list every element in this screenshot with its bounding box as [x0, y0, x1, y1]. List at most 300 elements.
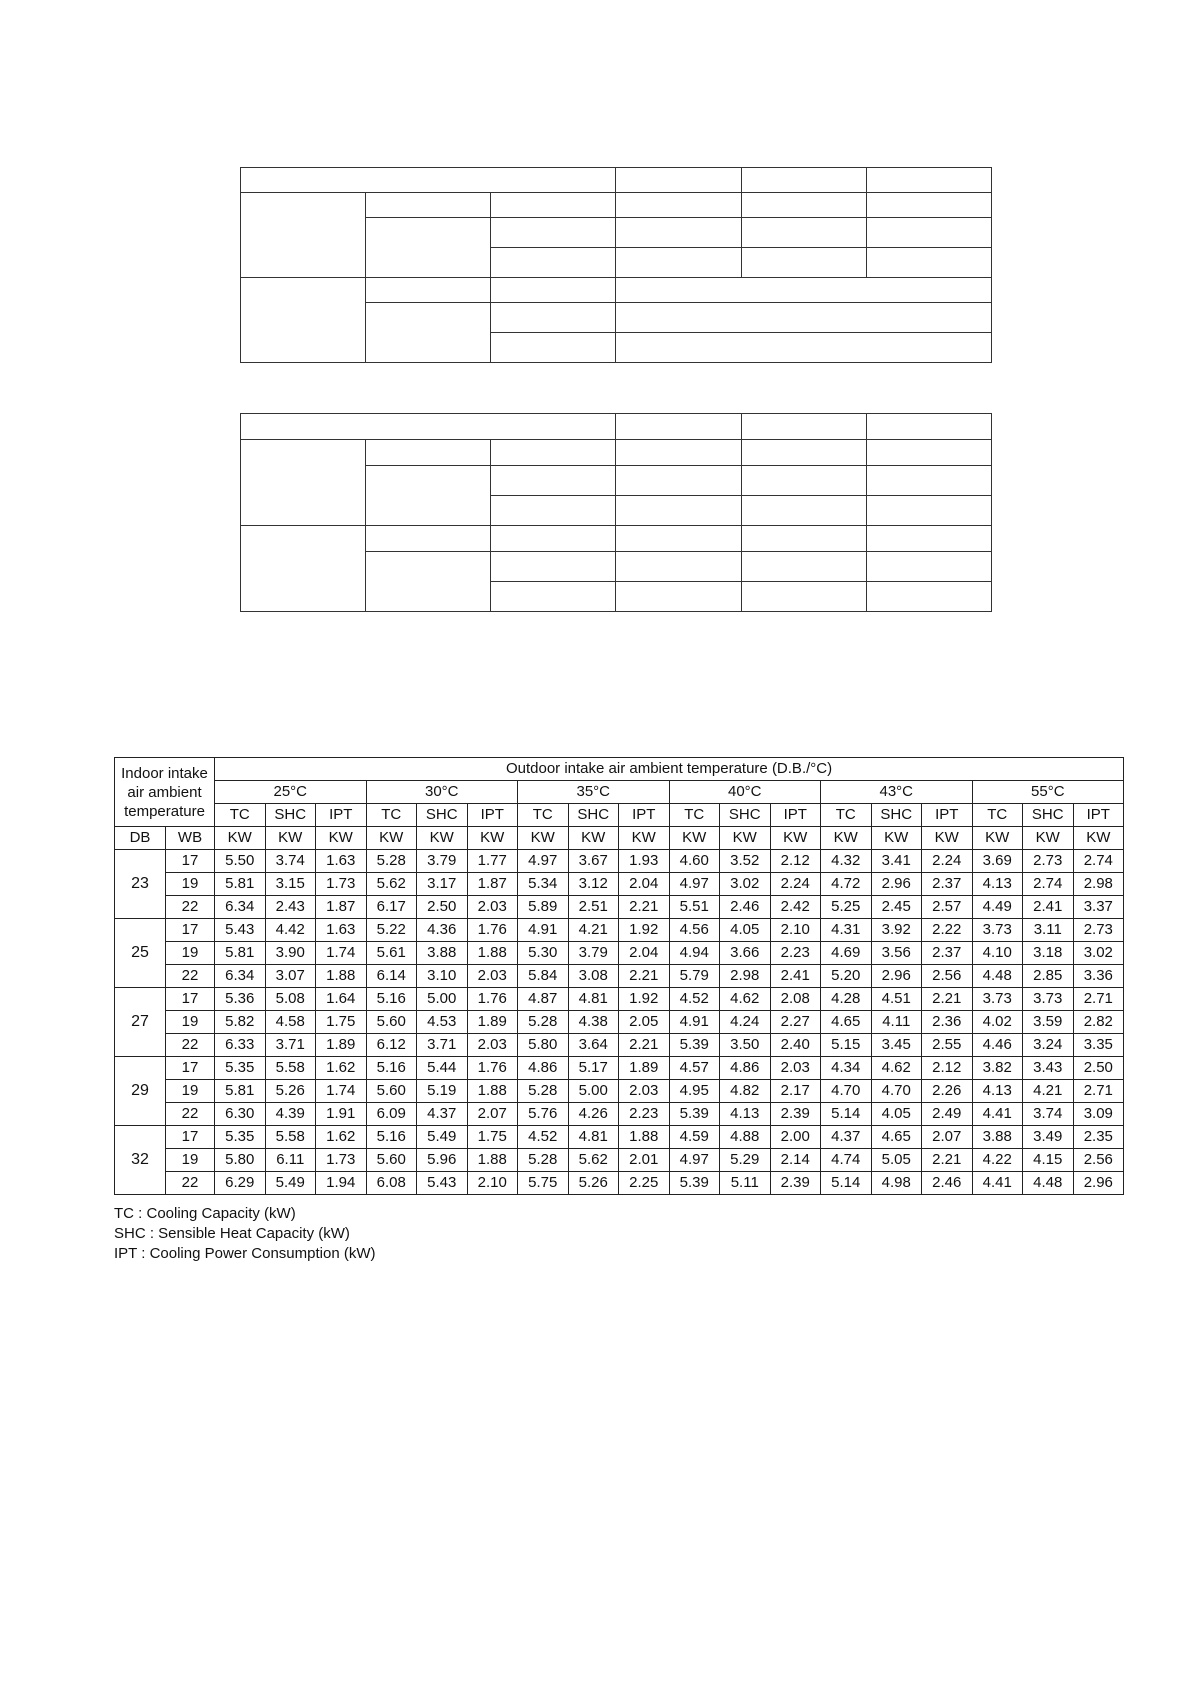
- value-cell: 3.45: [871, 1034, 922, 1057]
- outdoor-temp-header-cell: 43°C: [821, 781, 973, 804]
- value-cell: 5.30: [518, 942, 569, 965]
- value-cell: 5.19: [417, 1080, 468, 1103]
- value-cell: 5.25: [821, 896, 872, 919]
- sub-column-header: IPT: [922, 804, 973, 827]
- sub-column-header: TC: [366, 804, 417, 827]
- value-cell: 2.35: [1073, 1126, 1124, 1149]
- value-cell: 4.57: [669, 1057, 720, 1080]
- value-cell: 3.11: [1023, 919, 1074, 942]
- blank-spec-table-2: [240, 413, 992, 612]
- value-cell: 3.66: [720, 942, 771, 965]
- value-cell: 5.39: [669, 1172, 720, 1195]
- wb-cell: 17: [166, 919, 215, 942]
- value-cell: 4.24: [720, 1011, 771, 1034]
- value-cell: 5.50: [215, 850, 266, 873]
- value-cell: 1.62: [316, 1057, 367, 1080]
- indoor-label-line: Indoor intake: [121, 764, 208, 782]
- value-cell: 5.44: [417, 1057, 468, 1080]
- value-cell: 2.10: [770, 919, 821, 942]
- unit-cell: KW: [1073, 827, 1124, 850]
- value-cell: 6.08: [366, 1172, 417, 1195]
- value-cell: 1.89: [316, 1034, 367, 1057]
- value-cell: 2.43: [265, 896, 316, 919]
- value-cell: 3.88: [972, 1126, 1023, 1149]
- value-cell: 5.81: [215, 942, 266, 965]
- value-cell: 2.24: [922, 850, 973, 873]
- value-cell: 5.60: [366, 1080, 417, 1103]
- value-cell: 4.69: [821, 942, 872, 965]
- value-cell: 4.91: [518, 919, 569, 942]
- table-row: [115, 1011, 1124, 1034]
- indoor-label-line: air ambient: [127, 783, 202, 801]
- value-cell: 4.15: [1023, 1149, 1074, 1172]
- value-cell: 2.96: [1073, 1172, 1124, 1195]
- value-cell: 4.62: [720, 988, 771, 1011]
- value-cell: 4.13: [972, 1080, 1023, 1103]
- value-cell: 4.28: [821, 988, 872, 1011]
- value-cell: 1.94: [316, 1172, 367, 1195]
- sub-column-header: TC: [518, 804, 569, 827]
- value-cell: 5.43: [417, 1172, 468, 1195]
- wb-header: WB: [166, 827, 215, 850]
- value-cell: 2.45: [871, 896, 922, 919]
- db-cell: 23: [115, 850, 166, 919]
- value-cell: 6.14: [366, 965, 417, 988]
- value-cell: 1.62: [316, 1126, 367, 1149]
- value-cell: 5.84: [518, 965, 569, 988]
- value-cell: 4.97: [669, 1149, 720, 1172]
- value-cell: 6.34: [215, 965, 266, 988]
- value-cell: 4.41: [972, 1103, 1023, 1126]
- value-cell: 1.77: [467, 850, 518, 873]
- value-cell: 2.51: [568, 896, 619, 919]
- blank-spec-table-1: [240, 167, 992, 363]
- unit-cell: KW: [1023, 827, 1074, 850]
- value-cell: 4.05: [720, 919, 771, 942]
- value-cell: 5.16: [366, 1057, 417, 1080]
- sub-column-header: IPT: [316, 804, 367, 827]
- value-cell: 2.37: [922, 942, 973, 965]
- sub-column-header: SHC: [720, 804, 771, 827]
- value-cell: 1.73: [316, 873, 367, 896]
- value-cell: 2.73: [1023, 850, 1074, 873]
- value-cell: 5.39: [669, 1034, 720, 1057]
- value-cell: 4.65: [871, 1126, 922, 1149]
- value-cell: 3.74: [265, 850, 316, 873]
- value-cell: 2.01: [619, 1149, 670, 1172]
- sub-column-header: IPT: [770, 804, 821, 827]
- value-cell: 5.28: [518, 1149, 569, 1172]
- value-cell: 5.61: [366, 942, 417, 965]
- value-cell: 5.28: [518, 1080, 569, 1103]
- value-cell: 3.10: [417, 965, 468, 988]
- value-cell: 1.74: [316, 942, 367, 965]
- value-cell: 4.51: [871, 988, 922, 1011]
- value-cell: 3.09: [1073, 1103, 1124, 1126]
- value-cell: 2.24: [770, 873, 821, 896]
- wb-cell: 22: [166, 965, 215, 988]
- sub-column-row: [115, 804, 1124, 827]
- value-cell: 2.50: [417, 896, 468, 919]
- value-cell: 4.70: [821, 1080, 872, 1103]
- value-cell: 3.07: [265, 965, 316, 988]
- unit-cell: KW: [922, 827, 973, 850]
- value-cell: 2.04: [619, 942, 670, 965]
- value-cell: 2.05: [619, 1011, 670, 1034]
- value-cell: 3.41: [871, 850, 922, 873]
- wb-cell: 17: [166, 850, 215, 873]
- value-cell: 3.24: [1023, 1034, 1074, 1057]
- value-cell: 5.62: [366, 873, 417, 896]
- value-cell: 2.55: [922, 1034, 973, 1057]
- value-cell: 5.75: [518, 1172, 569, 1195]
- value-cell: 2.21: [619, 896, 670, 919]
- value-cell: 4.21: [1023, 1080, 1074, 1103]
- sub-column-header: IPT: [619, 804, 670, 827]
- db-cell: 32: [115, 1126, 166, 1195]
- value-cell: 5.35: [215, 1126, 266, 1149]
- value-cell: 2.39: [770, 1172, 821, 1195]
- sub-column-header: SHC: [871, 804, 922, 827]
- value-cell: 3.64: [568, 1034, 619, 1057]
- value-cell: 3.08: [568, 965, 619, 988]
- value-cell: 2.57: [922, 896, 973, 919]
- value-cell: 4.52: [669, 988, 720, 1011]
- value-cell: 5.58: [265, 1057, 316, 1080]
- value-cell: 4.34: [821, 1057, 872, 1080]
- value-cell: 2.73: [1073, 919, 1124, 942]
- value-cell: 4.05: [871, 1103, 922, 1126]
- legend-tc: TC : Cooling Capacity (kW): [114, 1205, 296, 1222]
- table-row: [115, 919, 1124, 942]
- outdoor-temp-header: Outdoor intake air ambient temperature (D.B./°C): [215, 758, 1124, 781]
- value-cell: 3.52: [720, 850, 771, 873]
- value-cell: 5.00: [417, 988, 468, 1011]
- value-cell: 1.73: [316, 1149, 367, 1172]
- value-cell: 3.02: [720, 873, 771, 896]
- value-cell: 2.27: [770, 1011, 821, 1034]
- value-cell: 4.86: [518, 1057, 569, 1080]
- value-cell: 4.31: [821, 919, 872, 942]
- table-row: [115, 896, 1124, 919]
- value-cell: 5.89: [518, 896, 569, 919]
- wb-cell: 19: [166, 942, 215, 965]
- value-cell: 5.29: [720, 1149, 771, 1172]
- table-row: [115, 965, 1124, 988]
- indoor-label-line: temperature: [124, 802, 205, 820]
- value-cell: 2.96: [871, 965, 922, 988]
- value-cell: 4.48: [972, 965, 1023, 988]
- value-cell: 5.49: [417, 1126, 468, 1149]
- table-row: [115, 942, 1124, 965]
- value-cell: 3.43: [1023, 1057, 1074, 1080]
- value-cell: 4.21: [568, 919, 619, 942]
- value-cell: 2.25: [619, 1172, 670, 1195]
- value-cell: 5.58: [265, 1126, 316, 1149]
- value-cell: 4.81: [568, 1126, 619, 1149]
- sub-column-header: IPT: [467, 804, 518, 827]
- value-cell: 2.74: [1073, 850, 1124, 873]
- value-cell: 6.17: [366, 896, 417, 919]
- value-cell: 2.03: [467, 1034, 518, 1057]
- value-cell: 5.82: [215, 1011, 266, 1034]
- sub-column-header: TC: [972, 804, 1023, 827]
- sub-column-header: TC: [215, 804, 266, 827]
- wb-cell: 22: [166, 896, 215, 919]
- value-cell: 5.00: [568, 1080, 619, 1103]
- value-cell: 2.39: [770, 1103, 821, 1126]
- legend-shc: SHC : Sensible Heat Capacity (kW): [114, 1225, 350, 1242]
- value-cell: 3.17: [417, 873, 468, 896]
- value-cell: 1.91: [316, 1103, 367, 1126]
- value-cell: 2.21: [922, 988, 973, 1011]
- table-row: [115, 850, 1124, 873]
- outdoor-temp-row: [115, 781, 1124, 804]
- value-cell: 2.21: [619, 965, 670, 988]
- value-cell: 4.94: [669, 942, 720, 965]
- unit-cell: KW: [770, 827, 821, 850]
- value-cell: 5.49: [265, 1172, 316, 1195]
- value-cell: 2.49: [922, 1103, 973, 1126]
- value-cell: 6.12: [366, 1034, 417, 1057]
- value-cell: 5.16: [366, 988, 417, 1011]
- value-cell: 4.56: [669, 919, 720, 942]
- value-cell: 3.50: [720, 1034, 771, 1057]
- wb-cell: 19: [166, 1011, 215, 1034]
- value-cell: 2.21: [922, 1149, 973, 1172]
- value-cell: 1.76: [467, 1057, 518, 1080]
- value-cell: 5.80: [518, 1034, 569, 1057]
- value-cell: 5.81: [215, 1080, 266, 1103]
- value-cell: 2.00: [770, 1126, 821, 1149]
- value-cell: 5.08: [265, 988, 316, 1011]
- value-cell: 4.82: [720, 1080, 771, 1103]
- outdoor-temp-header-cell: 30°C: [366, 781, 518, 804]
- value-cell: 2.03: [619, 1080, 670, 1103]
- value-cell: 1.88: [467, 942, 518, 965]
- value-cell: 2.36: [922, 1011, 973, 1034]
- value-cell: 1.76: [467, 988, 518, 1011]
- wb-cell: 17: [166, 1126, 215, 1149]
- value-cell: 3.88: [417, 942, 468, 965]
- value-cell: 4.02: [972, 1011, 1023, 1034]
- value-cell: 1.89: [619, 1057, 670, 1080]
- value-cell: 4.98: [871, 1172, 922, 1195]
- value-cell: 5.28: [518, 1011, 569, 1034]
- value-cell: 5.60: [366, 1011, 417, 1034]
- value-cell: 5.17: [568, 1057, 619, 1080]
- value-cell: 1.88: [316, 965, 367, 988]
- value-cell: 5.81: [215, 873, 266, 896]
- value-cell: 1.89: [467, 1011, 518, 1034]
- wb-cell: 19: [166, 873, 215, 896]
- value-cell: 4.70: [871, 1080, 922, 1103]
- unit-cell: KW: [568, 827, 619, 850]
- wb-cell: 22: [166, 1172, 215, 1195]
- value-cell: 2.04: [619, 873, 670, 896]
- value-cell: 1.87: [316, 896, 367, 919]
- value-cell: 4.58: [265, 1011, 316, 1034]
- value-cell: 4.86: [720, 1057, 771, 1080]
- value-cell: 2.21: [619, 1034, 670, 1057]
- value-cell: 5.11: [720, 1172, 771, 1195]
- table-row: [115, 1103, 1124, 1126]
- value-cell: 1.92: [619, 988, 670, 1011]
- value-cell: 3.71: [417, 1034, 468, 1057]
- legend: [114, 1204, 375, 1264]
- value-cell: 4.46: [972, 1034, 1023, 1057]
- value-cell: 3.12: [568, 873, 619, 896]
- value-cell: 3.59: [1023, 1011, 1074, 1034]
- legend-ipt: IPT : Cooling Power Consumption (kW): [114, 1245, 376, 1262]
- value-cell: 4.42: [265, 919, 316, 942]
- value-cell: 6.29: [215, 1172, 266, 1195]
- value-cell: 4.97: [518, 850, 569, 873]
- wb-cell: 22: [166, 1103, 215, 1126]
- db-header: DB: [115, 827, 166, 850]
- unit-row: [115, 827, 1124, 850]
- value-cell: 5.76: [518, 1103, 569, 1126]
- value-cell: 2.14: [770, 1149, 821, 1172]
- performance-table-body: [115, 850, 1124, 1195]
- value-cell: 3.36: [1073, 965, 1124, 988]
- value-cell: 2.71: [1073, 988, 1124, 1011]
- value-cell: 2.17: [770, 1080, 821, 1103]
- value-cell: 3.49: [1023, 1126, 1074, 1149]
- value-cell: 6.09: [366, 1103, 417, 1126]
- value-cell: 4.48: [1023, 1172, 1074, 1195]
- table-row: [115, 1034, 1124, 1057]
- value-cell: 6.11: [265, 1149, 316, 1172]
- value-cell: 4.41: [972, 1172, 1023, 1195]
- value-cell: 4.52: [518, 1126, 569, 1149]
- value-cell: 4.22: [972, 1149, 1023, 1172]
- value-cell: 4.95: [669, 1080, 720, 1103]
- unit-cell: KW: [619, 827, 670, 850]
- db-cell: 27: [115, 988, 166, 1057]
- value-cell: 4.13: [972, 873, 1023, 896]
- value-cell: 5.22: [366, 919, 417, 942]
- value-cell: 3.35: [1073, 1034, 1124, 1057]
- value-cell: 5.26: [265, 1080, 316, 1103]
- value-cell: 1.75: [467, 1126, 518, 1149]
- value-cell: 5.79: [669, 965, 720, 988]
- value-cell: 3.02: [1073, 942, 1124, 965]
- value-cell: 1.63: [316, 919, 367, 942]
- value-cell: 4.37: [821, 1126, 872, 1149]
- outdoor-temp-header-cell: 25°C: [215, 781, 367, 804]
- value-cell: 3.56: [871, 942, 922, 965]
- value-cell: 4.97: [669, 873, 720, 896]
- value-cell: 5.16: [366, 1126, 417, 1149]
- value-cell: 4.62: [871, 1057, 922, 1080]
- value-cell: 2.08: [770, 988, 821, 1011]
- unit-cell: KW: [467, 827, 518, 850]
- table-row: [115, 1172, 1124, 1195]
- table-row: [115, 1149, 1124, 1172]
- value-cell: 3.92: [871, 919, 922, 942]
- value-cell: 2.03: [467, 965, 518, 988]
- value-cell: 3.18: [1023, 942, 1074, 965]
- value-cell: 5.35: [215, 1057, 266, 1080]
- value-cell: 5.28: [366, 850, 417, 873]
- unit-cell: KW: [972, 827, 1023, 850]
- sub-column-header: SHC: [417, 804, 468, 827]
- indoor-temp-header: [115, 758, 215, 827]
- sub-column-header: SHC: [568, 804, 619, 827]
- value-cell: 3.69: [972, 850, 1023, 873]
- table-row: [115, 1057, 1124, 1080]
- wb-cell: 19: [166, 1149, 215, 1172]
- value-cell: 3.74: [1023, 1103, 1074, 1126]
- value-cell: 2.40: [770, 1034, 821, 1057]
- value-cell: 2.37: [922, 873, 973, 896]
- value-cell: 4.13: [720, 1103, 771, 1126]
- wb-cell: 17: [166, 1057, 215, 1080]
- value-cell: 2.98: [1073, 873, 1124, 896]
- value-cell: 1.88: [467, 1149, 518, 1172]
- value-cell: 5.14: [821, 1103, 872, 1126]
- unit-cell: KW: [417, 827, 468, 850]
- value-cell: 4.65: [821, 1011, 872, 1034]
- value-cell: 2.23: [770, 942, 821, 965]
- value-cell: 2.96: [871, 873, 922, 896]
- value-cell: 4.36: [417, 919, 468, 942]
- table-row: [115, 1126, 1124, 1149]
- value-cell: 3.71: [265, 1034, 316, 1057]
- outdoor-temp-header-cell: 35°C: [518, 781, 670, 804]
- value-cell: 4.87: [518, 988, 569, 1011]
- value-cell: 6.33: [215, 1034, 266, 1057]
- value-cell: 4.72: [821, 873, 872, 896]
- value-cell: 5.62: [568, 1149, 619, 1172]
- table-row: [115, 873, 1124, 896]
- value-cell: 5.34: [518, 873, 569, 896]
- unit-cell: KW: [821, 827, 872, 850]
- value-cell: 5.05: [871, 1149, 922, 1172]
- value-cell: 3.37: [1073, 896, 1124, 919]
- value-cell: 1.92: [619, 919, 670, 942]
- value-cell: 1.63: [316, 850, 367, 873]
- value-cell: 4.88: [720, 1126, 771, 1149]
- sub-column-header: TC: [821, 804, 872, 827]
- sub-column-header: SHC: [265, 804, 316, 827]
- value-cell: 4.60: [669, 850, 720, 873]
- value-cell: 5.60: [366, 1149, 417, 1172]
- value-cell: 3.67: [568, 850, 619, 873]
- unit-cell: KW: [518, 827, 569, 850]
- value-cell: 2.03: [770, 1057, 821, 1080]
- unit-cell: KW: [316, 827, 367, 850]
- outdoor-temp-header-cell: 40°C: [669, 781, 821, 804]
- value-cell: 2.46: [922, 1172, 973, 1195]
- value-cell: 4.26: [568, 1103, 619, 1126]
- value-cell: 5.51: [669, 896, 720, 919]
- value-cell: 5.36: [215, 988, 266, 1011]
- value-cell: 2.07: [922, 1126, 973, 1149]
- value-cell: 1.64: [316, 988, 367, 1011]
- value-cell: 2.26: [922, 1080, 973, 1103]
- value-cell: 6.30: [215, 1103, 266, 1126]
- value-cell: 2.98: [720, 965, 771, 988]
- value-cell: 5.43: [215, 919, 266, 942]
- unit-cell: KW: [871, 827, 922, 850]
- value-cell: 6.34: [215, 896, 266, 919]
- sub-column-header: TC: [669, 804, 720, 827]
- cooling-performance-table: [114, 757, 1124, 1195]
- value-cell: 4.53: [417, 1011, 468, 1034]
- unit-cell: KW: [669, 827, 720, 850]
